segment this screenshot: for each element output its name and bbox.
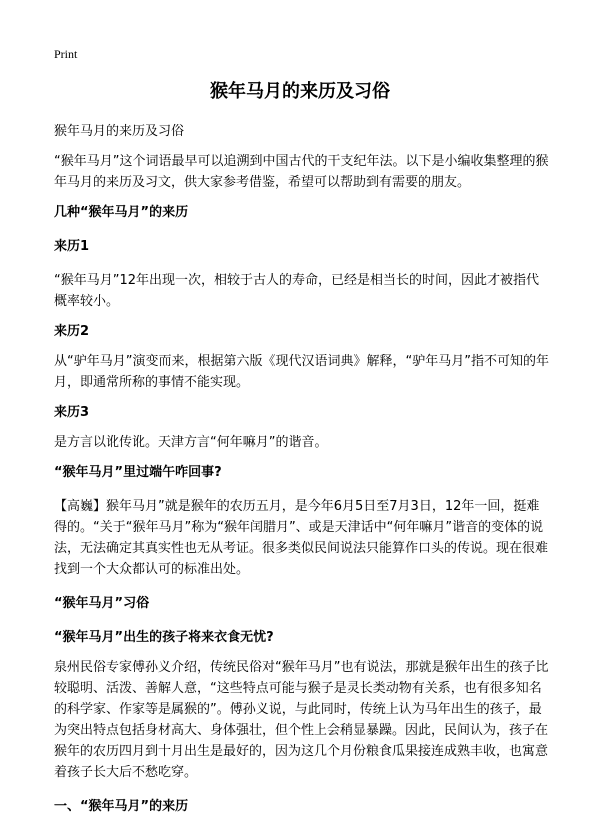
origin-1-heading: 来历1 — [54, 239, 90, 254]
subtitle: 猴年马月的来历及习俗 — [54, 124, 185, 139]
article-body — [54, 121, 549, 817]
section-heading-dragon-boat: “猴年马月”里过端午咋回事? — [54, 465, 222, 480]
section-heading-origin-one: 一、“猴年马月”的来历 — [54, 799, 189, 814]
origin-2-paragraph: 从“驴年马月”演变而来，根据第六版《现代汉语词典》解释，“驴年马月”指不可知的年月，即通常所称的事情不能实现。 — [54, 354, 549, 390]
dragon-boat-paragraph: 【高巍】猴年马月”就是猴年的农历五月，是今年6月5日至7月3日，12年一回，挺难得的。“关于“猴年马月”称为“猴年闰腊月”、或是天津话中“何年嘛月”谐音的变体的说法，无法确定其真实性也无从考证。很多类似民间说法只能算作口头的传说。现在很难找到一个大众都认可的标准出处。 — [54, 499, 549, 577]
origin-3-paragraph: 是方言以讹传讹。天津方言“何年嘛月”的谐音。 — [54, 435, 328, 450]
origin-3-heading: 来历3 — [54, 405, 90, 420]
section-heading-origins: 几种“猴年马月”的来历 — [54, 205, 189, 220]
section-heading-birth: “猴年马月”出生的孩子将来衣食无忧? — [54, 630, 274, 645]
origin-1-paragraph: “猴年马月”12年出现一次，相较于古人的寿命，已经是相当长的时间，因此才被指代概率较小。 — [54, 273, 540, 309]
page-title: 猴年马月的来历及习俗 — [210, 81, 390, 102]
intro-paragraph: “猴年马月”这个词语最早可以追溯到中国古代的干支纪年法。以下是小编收集整理的猴年马月的来历及习文，供大家参考借鉴，希望可以帮助到有需要的朋友。 — [54, 154, 549, 190]
print-label: Print — [54, 47, 78, 61]
section-heading-customs: “猴年马月”习俗 — [54, 596, 150, 611]
birth-paragraph: 泉州民俗专家傅孙义介绍，传统民俗对“猴年马月”也有说法，那就是猴年出生的孩子比较聪明、活泼、善解人意，“这些特点可能与猴子是灵长类动物有关系，也有很多知名的科学家、作家等是属猴的”。傅孙义说，与此同时，传统上认为马年出生的孩子，最为突出特点包括身材高大、身体强壮，但个性上会稍显暴躁。因此，民间认为，孩子在猴年的农历四月到十月出生是最好的，因为这几个月份粮食瓜果接连成熟丰收，也寓意着孩子长大后不愁吃穿。 — [54, 660, 549, 780]
origin-2-heading: 来历2 — [54, 324, 90, 339]
